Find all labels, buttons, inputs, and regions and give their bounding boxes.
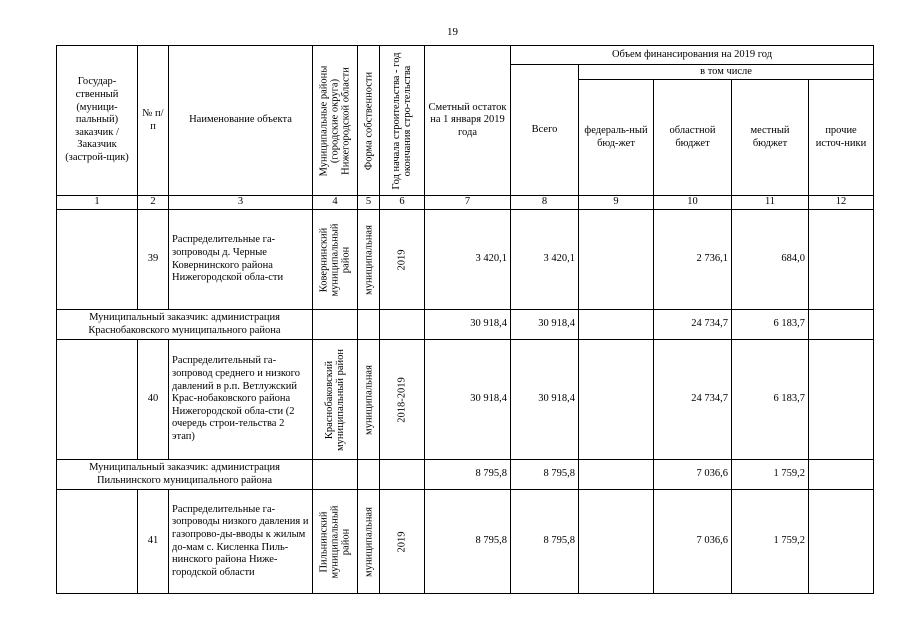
total-value: 3 420,1 bbox=[511, 210, 579, 310]
page-number: 19 bbox=[447, 26, 458, 38]
col-number: 11 bbox=[732, 196, 809, 210]
local-value: 1 759,2 bbox=[732, 490, 809, 594]
col-number: 1 bbox=[57, 196, 138, 210]
district-cell: Пильнинский муниципальный район bbox=[313, 490, 358, 594]
summary-label: Муниципальный заказчик: администрация Краснобаковского муниципального района bbox=[57, 310, 313, 340]
header-including: в том числе bbox=[579, 65, 874, 80]
years-cell: 2018-2019 bbox=[380, 340, 425, 460]
customer-cell bbox=[57, 490, 138, 594]
header-years: Год начала строительства - год окончания стро-тельства bbox=[380, 46, 425, 196]
header-total: Всего bbox=[511, 65, 579, 196]
header-estimate: Сметный остаток на 1 января 2019 года bbox=[425, 46, 511, 196]
header-local: местный бюджет bbox=[732, 80, 809, 196]
other-value bbox=[809, 460, 874, 490]
empty-cell bbox=[313, 460, 358, 490]
col-number: 4 bbox=[313, 196, 358, 210]
federal-value bbox=[579, 490, 654, 594]
local-value: 6 183,7 bbox=[732, 340, 809, 460]
ownership-cell: муниципальная bbox=[358, 210, 380, 310]
regional-value: 2 736,1 bbox=[654, 210, 732, 310]
empty-cell bbox=[313, 310, 358, 340]
col-number: 5 bbox=[358, 196, 380, 210]
object-name: Распределительный га-зопровод среднего и низкого давлений в р.п. Ветлужский Крас-нобаковского района Нижегородской обла-сти (2 очередь строи-тельства 2 этап) bbox=[169, 340, 313, 460]
row-num: 41 bbox=[138, 490, 169, 594]
federal-value bbox=[579, 310, 654, 340]
other-value bbox=[809, 310, 874, 340]
row-num: 39 bbox=[138, 210, 169, 310]
object-name: Распределительные га-зопроводы низкого давления и газопрово-ды-вводы к жилым до-мам с. Кисленка Пиль-нинского района Ниже-городской области bbox=[169, 490, 313, 594]
other-value bbox=[809, 210, 874, 310]
table-row bbox=[57, 210, 874, 310]
empty-cell bbox=[358, 460, 380, 490]
table-row bbox=[57, 340, 874, 460]
customer-cell bbox=[57, 340, 138, 460]
other-value bbox=[809, 340, 874, 460]
district-cell: Ковернинский муниципальный район bbox=[313, 210, 358, 310]
regional-value: 24 734,7 bbox=[654, 340, 732, 460]
customer-cell bbox=[57, 210, 138, 310]
regional-value: 7 036,6 bbox=[654, 460, 732, 490]
column-numbers-row bbox=[57, 196, 874, 210]
federal-value bbox=[579, 460, 654, 490]
total-value: 8 795,8 bbox=[511, 460, 579, 490]
header-ownership: Форма собственности bbox=[358, 46, 380, 196]
ownership-cell: муниципальная bbox=[358, 340, 380, 460]
federal-value bbox=[579, 340, 654, 460]
regional-value: 7 036,6 bbox=[654, 490, 732, 594]
col-number: 12 bbox=[809, 196, 874, 210]
table-row bbox=[57, 490, 874, 594]
local-value: 684,0 bbox=[732, 210, 809, 310]
header-federal: федераль-ный бюд-жет bbox=[579, 80, 654, 196]
object-name: Распределительные га-зопроводы д. Черные Ковернинского района Нижегородской обла-сти bbox=[169, 210, 313, 310]
estimate-value: 8 795,8 bbox=[425, 490, 511, 594]
total-value: 30 918,4 bbox=[511, 340, 579, 460]
col-number: 9 bbox=[579, 196, 654, 210]
other-value bbox=[809, 490, 874, 594]
estimate-value: 30 918,4 bbox=[425, 310, 511, 340]
header-funding-title: Объем финансирования на 2019 год bbox=[511, 46, 874, 65]
col-number: 6 bbox=[380, 196, 425, 210]
summary-row bbox=[57, 310, 874, 340]
row-num: 40 bbox=[138, 340, 169, 460]
estimate-value: 30 918,4 bbox=[425, 340, 511, 460]
regional-value: 24 734,7 bbox=[654, 310, 732, 340]
total-value: 8 795,8 bbox=[511, 490, 579, 594]
col-number: 3 bbox=[169, 196, 313, 210]
col-number: 2 bbox=[138, 196, 169, 210]
years-cell: 2019 bbox=[380, 210, 425, 310]
summary-row bbox=[57, 460, 874, 490]
header-num: № п/п bbox=[138, 46, 169, 196]
header-customer: Государ-ственный (муници-пальный) заказчик / Заказчик (застрой-щик) bbox=[57, 46, 138, 196]
col-number: 7 bbox=[425, 196, 511, 210]
estimate-value: 3 420,1 bbox=[425, 210, 511, 310]
summary-label: Муниципальный заказчик: администрация Пильнинского муниципального района bbox=[57, 460, 313, 490]
header-regional: областной бюджет bbox=[654, 80, 732, 196]
years-cell: 2019 bbox=[380, 490, 425, 594]
local-value: 1 759,2 bbox=[732, 460, 809, 490]
total-value: 30 918,4 bbox=[511, 310, 579, 340]
header-object-name: Наименование объекта bbox=[169, 46, 313, 196]
header-other: прочие источ-ники bbox=[809, 80, 874, 196]
federal-value bbox=[579, 210, 654, 310]
local-value: 6 183,7 bbox=[732, 310, 809, 340]
ownership-cell: муниципальная bbox=[358, 490, 380, 594]
header-districts: Муниципальные районы (городские округа) Нижегородской области bbox=[313, 46, 358, 196]
col-number: 8 bbox=[511, 196, 579, 210]
empty-cell bbox=[380, 460, 425, 490]
estimate-value: 8 795,8 bbox=[425, 460, 511, 490]
empty-cell bbox=[358, 310, 380, 340]
col-number: 10 bbox=[654, 196, 732, 210]
empty-cell bbox=[380, 310, 425, 340]
financing-table bbox=[56, 45, 874, 594]
district-cell: Краснобаковский муниципальный район bbox=[313, 340, 358, 460]
